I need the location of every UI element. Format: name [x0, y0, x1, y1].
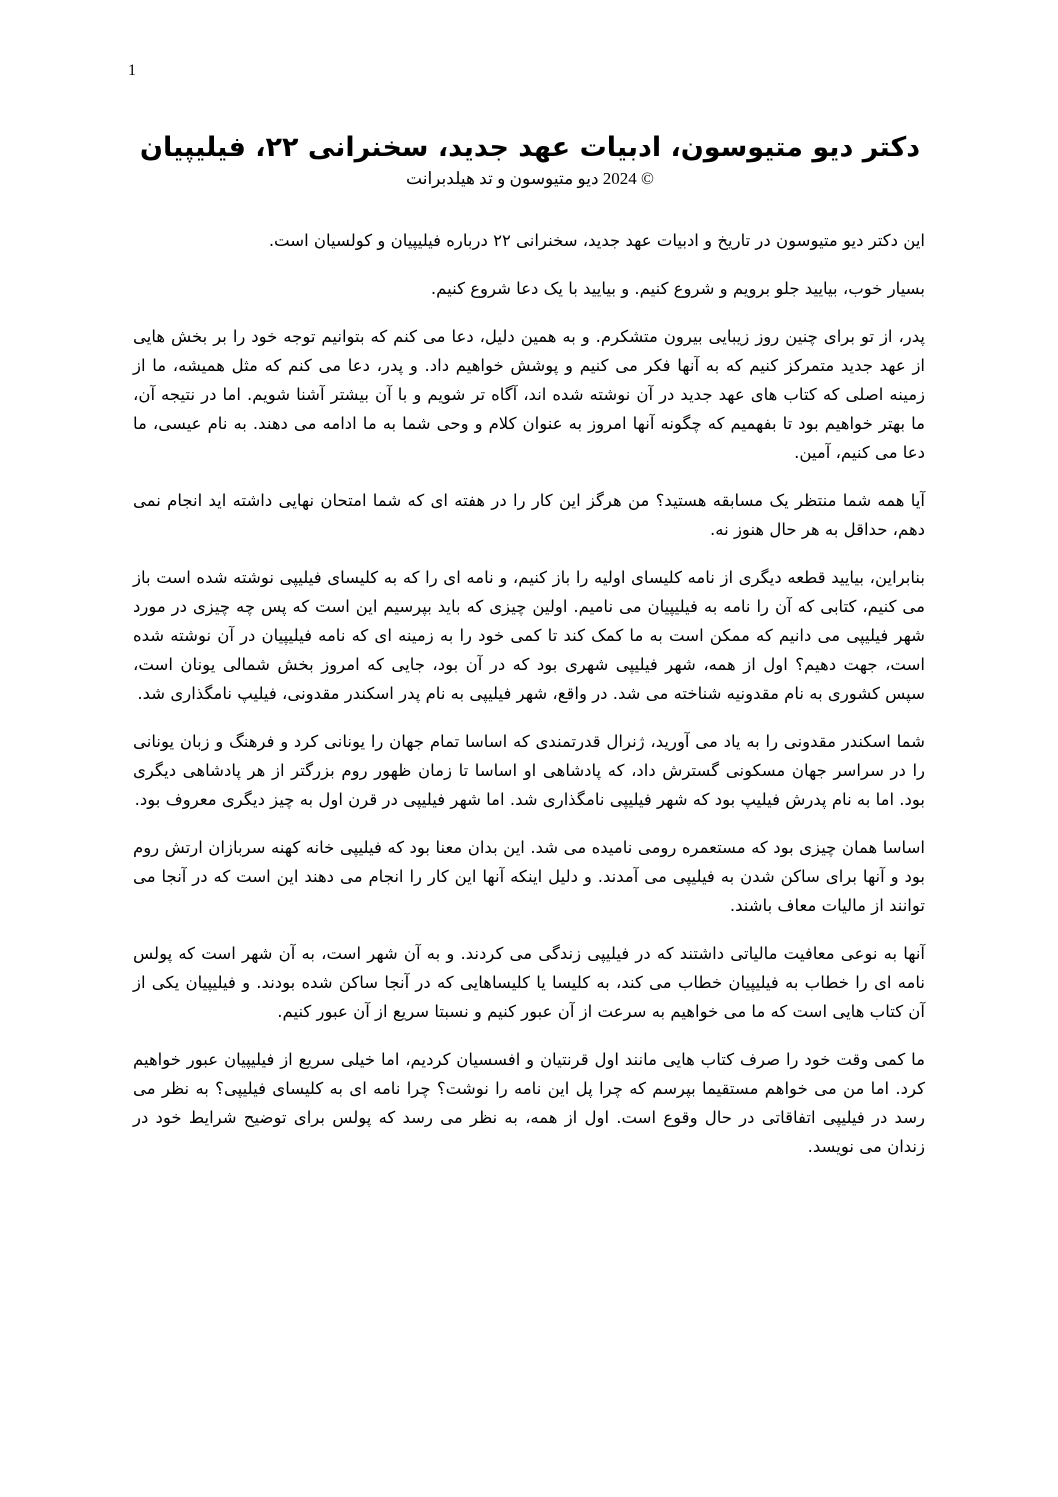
- paragraph-why-letter: ما کمی وقت خود را صرف کتاب هایی مانند اول قرنتیان و افسسیان کردیم، اما خیلی سریع از فیلیپیان عبور خواهیم کرد. اما من می خواهم مستقیما بپرسم که چرا پل این نامه را نوشت؟ چرا نامه ای به کلیسای فیلیپی؟ به نظر می رسد در فیلیپی اتفاقاتی در حال وقوع است. اول از همه، به نظر می رسد که پولس برای توضیح شرایط خود در زندان می نویسد.: [133, 1050, 925, 1156]
- paragraph-philippi-city: بنابراین، بیایید قطعه دیگری از نامه کلیسای اولیه را باز کنیم، و نامه ای را که به کلیسای فیلیپی نوشته شده است باز می کنیم، کتابی که آن را نامه به فیلیپیان می نامیم. اولین چیزی که باید بپرسیم این است که پس چه چیزی در مورد شهر فیلیپی می دانیم که ممکن است به ما کمک کند تا کمی خود را به زمینه ای که نامه فیلیپیان در آن نوشته شده است، جهت دهیم؟ اول از همه، شهر فیلیپی شهری بود که در آن بود، جایی که امروز بخش شمالی یونان است، سپس کشوری به نام مقدونیه شناخته می شد. در واقع، شهر فیلیپی به نام پدر اسکندر مقدونی، فیلیپ نامگذاری شد.: [133, 568, 925, 703]
- document-header: [130, 128, 930, 190]
- page-number: 1: [128, 62, 136, 79]
- document-title: دکتر دیو متیوسون، ادبیات عهد جدید، سخنرانی ۲۲، فیلیپیان: [139, 132, 921, 163]
- paragraph-intro: این دکتر دیو متیوسون در تاریخ و ادبیات عهد جدید، سخنرانی ۲۲ درباره فیلیپیان و کولسیان است.: [268, 231, 925, 250]
- copyright-line: © 2024 دیو متیوسون و تد هیلدبرانت: [406, 169, 654, 188]
- document-body: [133, 226, 925, 1180]
- paragraph-opening: بسیار خوب، بیایید جلو برویم و شروع کنیم. و بیایید با یک دعا شروع کنیم.: [430, 279, 925, 298]
- paragraph-tax-exemption: آنها به نوعی معافیت مالیاتی داشتند که در فیلیپی زندگی می کردند. و به آن شهر است، به آن شهر است که پولس نامه ای را خطاب به فیلیپیان خطاب می کند، به کلیسا یا کلیساهایی که در آنجا ساکن شده بودند. و فیلیپیان یکی از آن کتاب هایی است که ما می خواهیم به سرعت از آن عبور کنیم و نسبتا سریع از آن عبور کنیم.: [133, 944, 925, 1021]
- paragraph-alexander: شما اسکندر مقدونی را به یاد می آورید، ژنرال قدرتمندی که اساسا تمام جهان را یونانی کرد و فرهنگ و زبان یونانی را در سراسر جهان مسکونی گسترش داد، که پادشاهی او اساسا تا زمان ظهور روم بزرگتر از هر پادشاهی دیگری بود. اما به نام پدرش فیلیپ بود که شهر فیلیپی نامگذاری شد. اما شهر فیلیپی در قرن اول به چیز دیگری معروف بود.: [133, 732, 925, 809]
- paragraph-quiz: آیا همه شما منتظر یک مسابقه هستید؟ من هرگز این کار را در هفته ای که شما امتحان نهایی داشته اید انجام نمی دهم، حداقل به هر حال هنوز نه.: [133, 491, 925, 539]
- paragraph-prayer: پدر، از تو برای چنین روز زیبایی بیرون متشکرم. و به همین دلیل، دعا می کنم که بتوانیم توجه خود را بر بخش هایی از عهد جدید متمرکز کنیم که به آنها فکر می کنیم و پوشش خواهیم داد. و پدر، دعا می کنم که مثل همیشه، ما از زمینه اصلی که کتاب های عهد جدید در آن نوشته شده اند، آگاه تر شویم و با آن بیشتر آشنا شویم. اما در نتیجه آن، ما بهتر خواهیم بود تا بفهمیم که چگونه آنها امروز به عنوان کلام و وحی شما به ما ادامه می دهند. به نام عیسی، ما دعا می کنیم، آمین.: [133, 327, 925, 462]
- paragraph-roman-colony: اساسا همان چیزی بود که مستعمره رومی نامیده می شد. این بدان معنا بود که فیلیپی خانه کهنه سربازان ارتش روم بود و آنها برای ساکن شدن به فیلیپی می آمدند. و دلیل اینکه آنها این کار را انجام می دهند این است که در آنجا می توانند از مالیات معاف باشند.: [133, 838, 925, 915]
